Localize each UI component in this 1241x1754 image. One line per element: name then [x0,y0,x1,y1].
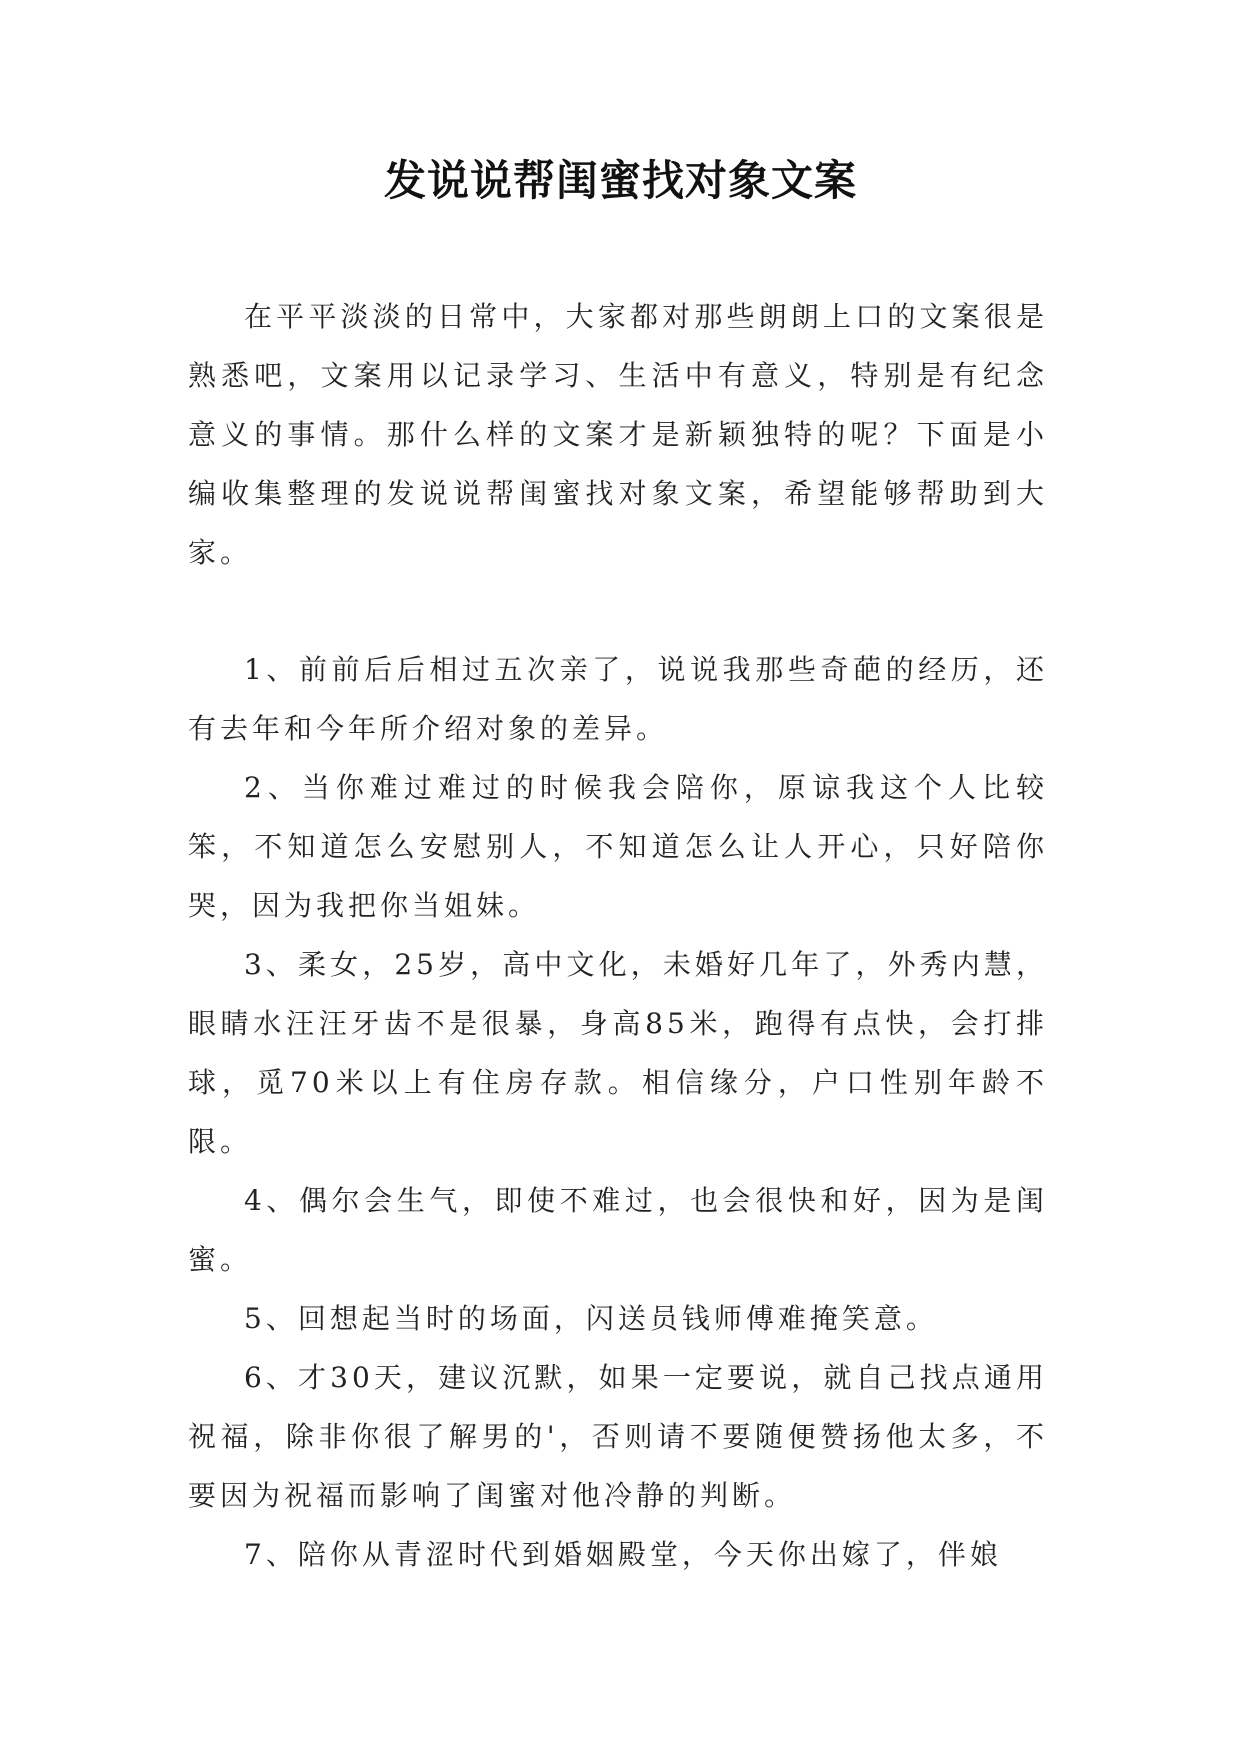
intro-paragraph: 在平平淡淡的日常中，大家都对那些朗朗上口的文案很是熟悉吧，文案用以记录学习、生活中有意义，特别是有纪念意义的事情。那什么样的文案才是新颖独特的呢？下面是小编收集整理的发说说帮闺蜜找对象文案，希望能够帮助到大家。 [188,300,1048,569]
list-item: 2、当你难过难过的时候我会陪你，原谅我这个人比较笨，不知道怎么安慰别人，不知道怎么让人开心，只好陪你哭，因为我把你当姐妹。 [188,771,1048,922]
list-item: 1、前前后后相过五次亲了，说说我那些奇葩的经历，还有去年和今年所介绍对象的差异。 [188,653,1048,745]
list-item: 4、偶尔会生气，即使不难过，也会很快和好，因为是闺蜜。 [188,1184,1048,1276]
document-body [188,287,1048,1584]
list-item: 5、回想起当时的场面，闪送员钱师傅难掩笑意。 [244,1302,938,1335]
document-title: 发说说帮闺蜜找对象文案 [383,156,857,205]
list-item: 3、柔女，25岁，高中文化，未婚好几年了，外秀内慧，眼睛水汪汪牙齿不是很暴，身高85米，跑得有点快，会打排球，觅70米以上有住房存款。相信缘分，户口性别年龄不限。 [188,948,1048,1158]
list-item: 7、陪你从青涩时代到婚姻殿堂，今天你出嫁了，伴娘 [244,1538,1002,1571]
list-item: 6、才30天，建议沉默，如果一定要说，就自己找点通用祝福，除非你很了解男的'，否则请不要随便赞扬他太多，不要因为祝福而影响了闺蜜对他冷静的判断。 [188,1361,1048,1512]
